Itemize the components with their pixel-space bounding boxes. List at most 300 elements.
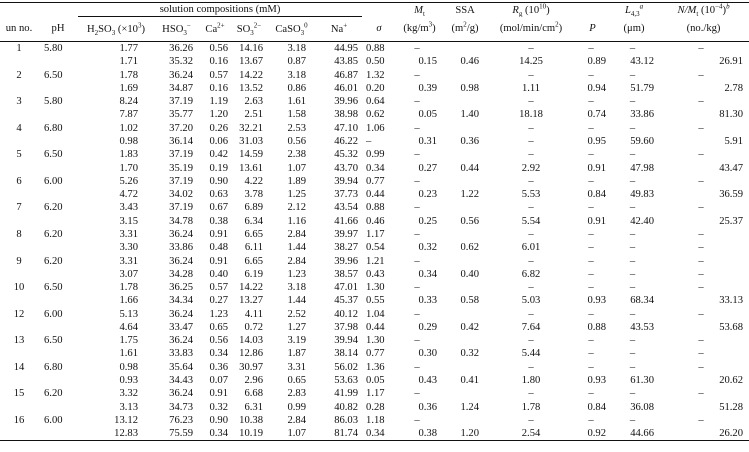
cell-caso3: 2.38 (287, 149, 306, 161)
cell-h2so3: 3.43 (119, 202, 138, 214)
cell-so3: 13.27 (239, 295, 263, 307)
cell-hso3: 37.19 (169, 96, 193, 108)
cell-p: 0.89 (587, 56, 607, 68)
cell-sigma: 0.46 (366, 215, 385, 227)
cell-hso3: 36.25 (169, 282, 193, 294)
cell-rg: 1.80 (521, 375, 541, 387)
cell-rg: – (528, 335, 534, 347)
cell-l43: – (629, 335, 636, 347)
cell-ca: 0.91 (209, 228, 228, 240)
cell-l43: 43.53 (630, 321, 655, 333)
cell-hso3: 34.87 (169, 82, 193, 94)
cell-p: 0.84 (587, 189, 607, 201)
cell-hso3: 37.19 (169, 149, 193, 161)
cell-sigma: 1.21 (366, 255, 385, 267)
cell-run: 2 (16, 69, 22, 81)
cell-caso3: 1.58 (287, 109, 306, 121)
cell-h2so3: 5.13 (119, 308, 138, 320)
cell-h2so3: 3.31 (119, 228, 138, 240)
cell-sigma: 0.54 (366, 242, 385, 254)
cell-ca: 0.91 (209, 388, 228, 400)
cell-rg: – (528, 388, 534, 400)
cell-hso3: 33.83 (169, 348, 193, 360)
header-h2so3: $H_2SO_3$ $(\times 10^3)$ (78, 17, 154, 42)
cell-h2so3: 0.93 (119, 375, 138, 387)
table-row (0, 414, 749, 427)
cell-rg: 6.01 (521, 242, 541, 254)
cell-rg: 1.11 (521, 82, 541, 94)
cell-na: 44.95 (334, 43, 359, 54)
cell-l43: – (629, 228, 636, 240)
cell-ssa: 0.56 (460, 215, 480, 227)
cell-ssa (443, 387, 487, 400)
cell-l43: – (629, 388, 636, 400)
cell-na: 46.22 (334, 135, 359, 147)
cell-so3: 13.52 (239, 82, 263, 94)
cell-p: 0.95 (587, 135, 607, 147)
cell-nm: – (698, 282, 704, 294)
cell-ssa: 0.62 (460, 242, 480, 254)
cell-so3: 14.22 (239, 282, 263, 294)
cell-ca: 0.32 (209, 401, 228, 413)
cell-caso3: 0.99 (287, 401, 306, 413)
cell-caso3: 1.44 (287, 295, 306, 307)
cell-so3: 12.86 (239, 348, 263, 360)
cell-caso3: 2.12 (287, 202, 306, 214)
cell-ph (38, 215, 78, 228)
cell-l43: 59.60 (630, 135, 655, 147)
cell-h2so3: 1.69 (119, 82, 138, 94)
cell-hso3: 36.24 (169, 255, 193, 267)
cell-ph (38, 108, 78, 121)
cell-ssa (443, 281, 487, 294)
cell-na: 38.98 (334, 109, 359, 121)
cell-run: 12 (13, 308, 25, 320)
table-row (0, 281, 749, 294)
cell-run (0, 162, 38, 175)
cell-ssa: 1.22 (460, 189, 480, 201)
cell-na: 45.37 (334, 295, 359, 307)
cell-run: 4 (16, 122, 22, 134)
cell-so3: 2.51 (244, 109, 263, 121)
cell-nm: – (698, 414, 704, 426)
cell-p: – (588, 69, 594, 81)
cell-caso3: 1.27 (287, 321, 306, 333)
cell-ca: 0.42 (209, 149, 228, 161)
header-na: Na+ (316, 17, 362, 42)
cell-so3: 14.03 (239, 335, 263, 347)
cell-rg: – (528, 414, 534, 426)
cell-mt: – (414, 69, 420, 81)
cell-h2so3: 0.98 (119, 135, 138, 147)
cell-nm: – (698, 202, 704, 214)
cell-ph (38, 188, 78, 201)
cell-caso3: 1.89 (287, 175, 306, 187)
cell-p: – (588, 255, 594, 267)
table-row (0, 175, 749, 188)
cell-na: 53.63 (334, 375, 359, 387)
cell-run: 13 (13, 335, 25, 347)
cell-sigma: 0.64 (366, 96, 385, 108)
cell-run (0, 215, 38, 228)
cell-h2so3: 3.30 (119, 242, 138, 254)
cell-ssa: 0.41 (460, 375, 480, 387)
table-row (0, 188, 749, 201)
cell-nm: 43.47 (719, 162, 744, 174)
cell-ca: 0.36 (209, 361, 228, 373)
cell-ssa (443, 148, 487, 161)
cell-sigma: 0.34 (362, 427, 396, 441)
header-l43: $L_{4,3}^a$ (610, 3, 658, 17)
cell-so3: 13.61 (239, 162, 263, 174)
cell-l43: – (629, 202, 636, 214)
cell-na: 43.54 (334, 202, 359, 214)
cell-hso3: 33.47 (169, 321, 193, 333)
cell-so3: 14.59 (239, 149, 263, 161)
cell-sigma: 0.99 (366, 149, 385, 161)
cell-ssa: 1.40 (460, 109, 480, 121)
cell-so3: 10.38 (239, 414, 263, 426)
header-run-no: un no. (0, 17, 38, 42)
cell-ca: 0.34 (209, 348, 228, 360)
cell-mt: 0.32 (418, 242, 438, 254)
cell-sigma: 1.30 (366, 282, 385, 294)
cell-ssa (443, 175, 487, 188)
cell-rg: 6.82 (521, 268, 541, 280)
group-header-text: solution compositions (mM) (159, 4, 281, 15)
cell-ca: 0.63 (209, 189, 228, 201)
cell-p: – (588, 308, 594, 320)
cell-run (0, 82, 38, 95)
cell-sigma: 1.32 (366, 69, 385, 81)
table-row (0, 162, 749, 175)
cell-h2so3: 1.61 (119, 348, 138, 360)
cell-ca: 0.40 (209, 268, 228, 280)
table-row (0, 427, 749, 441)
header-caso3: CaSO$_3^0$ (267, 17, 316, 42)
cell-h2so3: 1.78 (119, 282, 138, 294)
cell-l43: – (629, 175, 636, 187)
cell-l43: – (629, 242, 636, 254)
cell-rg: – (528, 361, 534, 373)
cell-mt: – (414, 43, 420, 54)
cell-run: 1 (16, 43, 22, 54)
cell-so3: 6.19 (244, 268, 263, 280)
cell-h2so3: 1.02 (119, 122, 138, 134)
cell-ssa: 0.98 (460, 82, 480, 94)
cell-h2so3: 1.77 (119, 43, 138, 54)
header-p: P (575, 17, 610, 42)
cell-hso3: 36.24 (169, 308, 193, 320)
cell-run: 8 (16, 228, 22, 240)
cell-sigma: 1.18 (366, 414, 385, 426)
cell-mt: – (414, 122, 420, 134)
cell-rg: – (528, 308, 534, 320)
cell-so3: 14.22 (239, 69, 263, 81)
cell-ca: 0.91 (209, 255, 228, 267)
cell-h2so3: 1.78 (119, 69, 138, 81)
cell-p: – (588, 361, 594, 373)
cell-caso3: 2.52 (287, 308, 306, 320)
cell-hso3: 36.24 (169, 69, 193, 81)
cell-rg: – (528, 96, 534, 108)
cell-sigma: 0.34 (366, 162, 385, 174)
cell-run: 15 (13, 388, 25, 400)
header-rg-unit: $(mol/\min/cm^2)$ (487, 17, 575, 42)
cell-mt: – (414, 96, 420, 108)
cell-hso3: 34.34 (169, 295, 193, 307)
cell-ph: 6.50 (44, 69, 63, 81)
cell-l43: 42.40 (630, 215, 655, 227)
cell-caso3: 2.53 (287, 122, 306, 134)
cell-ph (38, 82, 78, 95)
cell-run (0, 268, 38, 281)
cell-mt: 0.27 (418, 162, 438, 174)
cell-nm: – (698, 242, 704, 254)
cell-mt: 0.15 (418, 56, 438, 68)
cell-caso3: 0.65 (287, 375, 306, 387)
header-mt-unit: $(kg/m^3)$ (396, 17, 443, 42)
cell-l43: – (629, 282, 636, 294)
cell-nm: 51.28 (719, 401, 744, 413)
cell-ca: 0.27 (209, 295, 228, 307)
cell-l43: – (629, 348, 636, 360)
cell-ph: 6.00 (44, 414, 63, 426)
table-row (0, 69, 749, 82)
table-row (0, 82, 749, 95)
cell-h2so3: 0.98 (119, 361, 138, 373)
cell-ca: 0.67 (209, 202, 228, 214)
cell-sigma: 1.17 (366, 388, 385, 400)
table-row (0, 374, 749, 387)
cell-nm: – (698, 122, 704, 134)
cell-mt: 0.39 (418, 82, 438, 94)
cell-h2so3: 3.32 (119, 388, 138, 400)
cell-ph (38, 347, 78, 360)
cell-hso3: 36.24 (169, 335, 193, 347)
cell-mt: – (414, 308, 420, 320)
table-row (0, 215, 749, 228)
cell-l43: – (629, 308, 636, 320)
cell-caso3: 3.19 (287, 335, 306, 347)
cell-run (0, 55, 38, 68)
cell-so3: 6.65 (244, 228, 263, 240)
cell-ph: 6.00 (44, 175, 63, 187)
cell-h2so3: 3.13 (119, 401, 138, 413)
cell-p: 0.84 (587, 401, 607, 413)
header-so3: $SO_3^{2-}$ (231, 17, 267, 42)
cell-nm: 81.30 (719, 109, 744, 121)
cell-run (0, 347, 38, 360)
cell-p: 0.93 (587, 295, 607, 307)
cell-ph: 6.20 (44, 388, 63, 400)
cell-h2so3: 5.26 (119, 175, 138, 187)
table-row (0, 321, 749, 334)
cell-run (0, 321, 38, 334)
cell-h2so3: 12.83 (78, 427, 154, 441)
cell-caso3: 3.31 (287, 361, 306, 373)
cell-p: 0.91 (587, 215, 607, 227)
cell-nm: – (698, 96, 704, 108)
cell-ca: 0.57 (209, 282, 228, 294)
table-row (0, 334, 749, 347)
cell-p: 0.88 (587, 321, 607, 333)
cell-run (0, 241, 38, 254)
cell-so3: 6.34 (244, 215, 263, 227)
table-row (0, 201, 749, 214)
cell-hso3: 34.28 (169, 268, 193, 280)
cell-rg: 2.54 (487, 427, 575, 441)
cell-rg: 5.03 (521, 295, 541, 307)
cell-ssa: 0.58 (460, 295, 480, 307)
cell-ca: 0.16 (209, 82, 228, 94)
cell-na: 39.97 (334, 228, 359, 240)
cell-so3: 6.11 (244, 242, 263, 254)
cell-na: 38.57 (334, 268, 359, 280)
cell-caso3: 1.44 (287, 242, 306, 254)
cell-mt: – (414, 361, 420, 373)
cell-ca: 1.20 (209, 109, 228, 121)
cell-na: 47.10 (334, 122, 359, 134)
cell-h2so3: 1.66 (119, 295, 138, 307)
cell-sigma: 0.88 (366, 43, 385, 54)
solution-composition-table (0, 2, 749, 441)
cell-na: 39.94 (334, 175, 359, 187)
cell-rg: 5.53 (521, 189, 541, 201)
cell-l43: – (629, 414, 636, 426)
cell-ca: 0.90 (209, 414, 228, 426)
cell-ph: 5.80 (44, 96, 63, 108)
cell-hso3: 37.19 (169, 202, 193, 214)
data-table-container (0, 2, 749, 448)
cell-run (0, 135, 38, 148)
table-row (0, 255, 749, 268)
cell-l43: 43.12 (630, 56, 655, 68)
table-row (0, 108, 749, 121)
cell-hso3: 37.19 (169, 175, 193, 187)
cell-ca: 0.26 (209, 122, 228, 134)
cell-run (0, 108, 38, 121)
cell-hso3: 36.24 (169, 228, 193, 240)
cell-ph (38, 294, 78, 307)
cell-rg: – (528, 228, 534, 240)
header-ssa: SSA (443, 3, 487, 17)
cell-mt: – (414, 149, 420, 161)
cell-mt: – (414, 255, 420, 267)
cell-hso3: 36.26 (169, 43, 193, 54)
cell-p: – (588, 43, 594, 54)
cell-ca: 0.19 (209, 162, 228, 174)
cell-ph (38, 427, 78, 441)
cell-na: 39.96 (334, 96, 359, 108)
cell-p: – (588, 414, 594, 426)
group-header-solution-compositions (78, 3, 362, 17)
cell-p: – (588, 175, 594, 187)
cell-nm: – (698, 69, 704, 81)
cell-hso3: 34.43 (169, 375, 193, 387)
cell-ssa (443, 414, 487, 427)
cell-so3: 6.31 (244, 401, 263, 413)
cell-run (0, 294, 38, 307)
cell-na: 38.14 (334, 348, 359, 360)
cell-nm: – (698, 268, 704, 280)
table-row (0, 55, 749, 68)
header-sigma: σ (362, 17, 396, 42)
header-hso3: $HSO_3^-$ (154, 17, 199, 42)
table-row (0, 241, 749, 254)
cell-l43: 49.83 (630, 189, 655, 201)
cell-mt: 0.43 (418, 375, 438, 387)
cell-so3: 6.89 (244, 202, 263, 214)
cell-so3: 6.68 (244, 388, 263, 400)
cell-l43: – (629, 96, 636, 108)
cell-ph: 6.50 (44, 335, 63, 347)
cell-hso3: 75.59 (154, 427, 199, 441)
cell-rg: – (528, 149, 534, 161)
cell-mt: 0.05 (418, 109, 438, 121)
cell-mt: 0.34 (418, 268, 438, 280)
cell-run: 5 (16, 149, 22, 161)
cell-ph: 6.20 (44, 202, 63, 214)
cell-na: 40.82 (334, 401, 359, 413)
cell-na: 39.96 (334, 255, 359, 267)
cell-hso3: 34.73 (169, 401, 193, 413)
cell-na: 56.02 (334, 361, 359, 373)
cell-mt: 0.33 (418, 295, 438, 307)
cell-so3: 32.21 (239, 122, 263, 134)
cell-nm: – (698, 149, 704, 161)
cell-hso3: 35.32 (169, 56, 193, 68)
cell-run: 7 (16, 202, 22, 214)
cell-nm: – (698, 308, 704, 320)
cell-rg: 7.64 (521, 321, 541, 333)
cell-ssa (443, 361, 487, 374)
cell-caso3: 1.16 (287, 215, 306, 227)
cell-run: 10 (13, 282, 25, 294)
cell-so3: 2.96 (244, 375, 263, 387)
cell-caso3: 3.18 (287, 43, 306, 54)
cell-p: 0.92 (575, 427, 610, 441)
cell-ph (38, 135, 78, 148)
cell-run: 6 (16, 175, 22, 187)
table-row (0, 148, 749, 161)
cell-rg: – (528, 43, 534, 54)
cell-sigma: – (366, 135, 372, 147)
cell-na: 46.01 (334, 82, 359, 94)
cell-sigma: 0.77 (366, 348, 385, 360)
cell-caso3: 2.83 (287, 388, 306, 400)
cell-l43: 51.79 (630, 82, 655, 94)
cell-caso3: 2.84 (287, 255, 306, 267)
cell-ph: 6.20 (44, 228, 63, 240)
cell-h2so3: 1.70 (119, 162, 138, 174)
cell-nm: 5.91 (724, 135, 744, 147)
cell-caso3: 3.18 (287, 69, 306, 81)
cell-sigma: 1.06 (366, 122, 385, 134)
cell-ssa: 0.42 (460, 321, 480, 333)
cell-mt: – (414, 388, 420, 400)
cell-p: – (588, 122, 594, 134)
cell-ph (38, 241, 78, 254)
cell-na: 37.73 (334, 189, 359, 201)
cell-mt: – (414, 335, 420, 347)
cell-l43: 36.08 (630, 401, 655, 413)
cell-hso3: 34.02 (169, 189, 193, 201)
cell-so3: 13.67 (239, 56, 263, 68)
cell-na: 37.98 (334, 321, 359, 333)
cell-ssa (443, 122, 487, 135)
cell-mt: 0.29 (418, 321, 438, 333)
